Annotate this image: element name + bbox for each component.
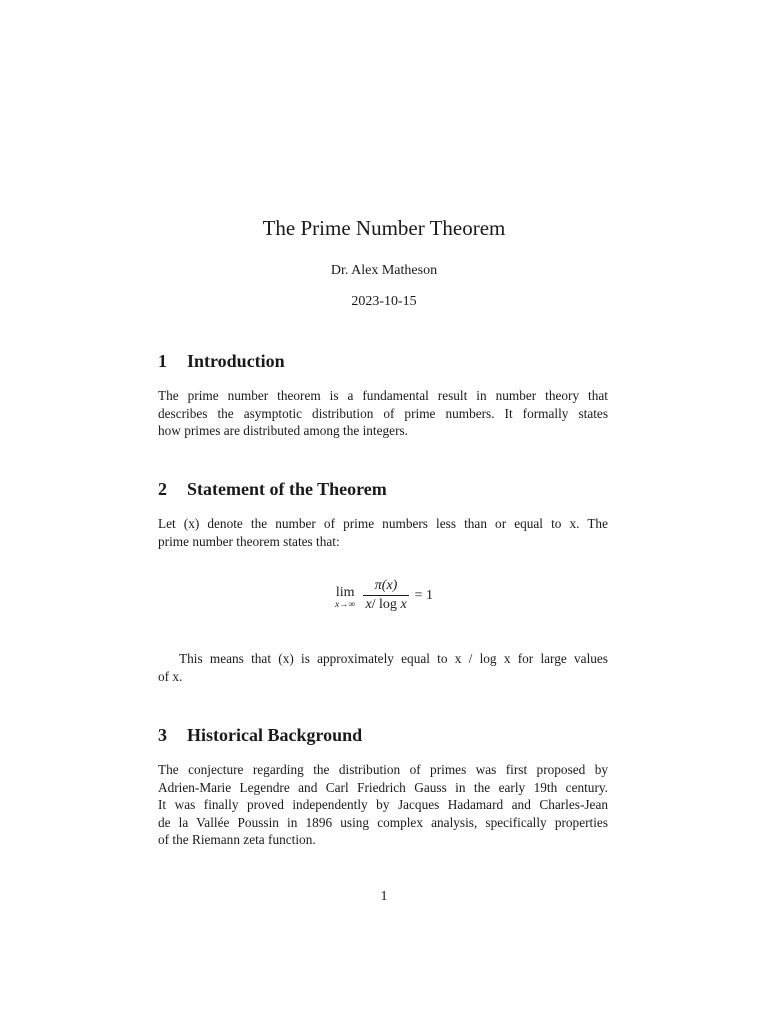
paragraph-line: This means that (x) is approximately equal to x / log x for large values [179,651,608,666]
paragraph-line: of the Riemann zeta function. [158,832,316,847]
section-heading-historical-background [158,725,362,746]
section-title: Introduction [187,351,285,371]
limit-word: lim [335,584,355,600]
paragraph-line: The conjecture regarding the distribution of primes was first proposed by [158,762,608,777]
paragraph-line: how primes are distributed among the integers. [158,423,408,438]
section-title: Statement of the Theorem [187,479,387,499]
document-title: The Prime Number Theorem [262,216,506,240]
limit-subscript: x→∞ [334,599,356,610]
paragraph-line: Let (x) denote the number of prime numbers less than or equal to x. The [158,516,608,531]
section-heading-statement [158,479,387,500]
section-number: 2 [158,479,167,499]
statement-followup-paragraph [158,650,608,685]
paragraph-line: describes the asymptotic distribution of prime numbers. It formally states [158,405,608,421]
section-title: Historical Background [187,725,363,745]
paragraph-line: It was finally proved independently by Jacques Hadamard and Charles-Jean [158,797,608,812]
denominator-x2: x [400,597,407,612]
paragraph-line: prime number theorem states that: [158,533,340,549]
page-number: 1 [380,889,388,904]
paragraph-line: de la Vallée Poussin in 1896 using complex analysis, specifically properties [158,814,608,830]
section-number: 3 [158,725,167,745]
limit-operator [335,585,356,611]
equation-fraction [363,578,408,613]
denominator-log: log [379,597,397,612]
document-author: Dr. Alex Matheson [330,263,438,278]
section-number: 1 [158,351,167,371]
fraction-numerator: π(x) [374,578,398,593]
introduction-paragraph [158,387,608,440]
paragraph-line: Adrien-Marie Legendre and Carl Friedrich Gauss in the early 19th century. [158,779,608,795]
prime-number-theorem-equation [0,578,768,613]
section-heading-introduction [158,351,285,372]
equation-rhs: = 1 [414,587,434,603]
statement-paragraph [158,515,608,550]
fraction-denominator [363,596,408,613]
paragraph-line: of x. [158,668,183,684]
paragraph-line: The prime number theorem is a fundamental result in number theory that [158,388,608,403]
denominator-slash: / [371,597,376,612]
document-date: 2023-10-15 [351,294,417,309]
denominator-x: x [365,597,372,612]
historical-background-paragraph [158,761,608,849]
